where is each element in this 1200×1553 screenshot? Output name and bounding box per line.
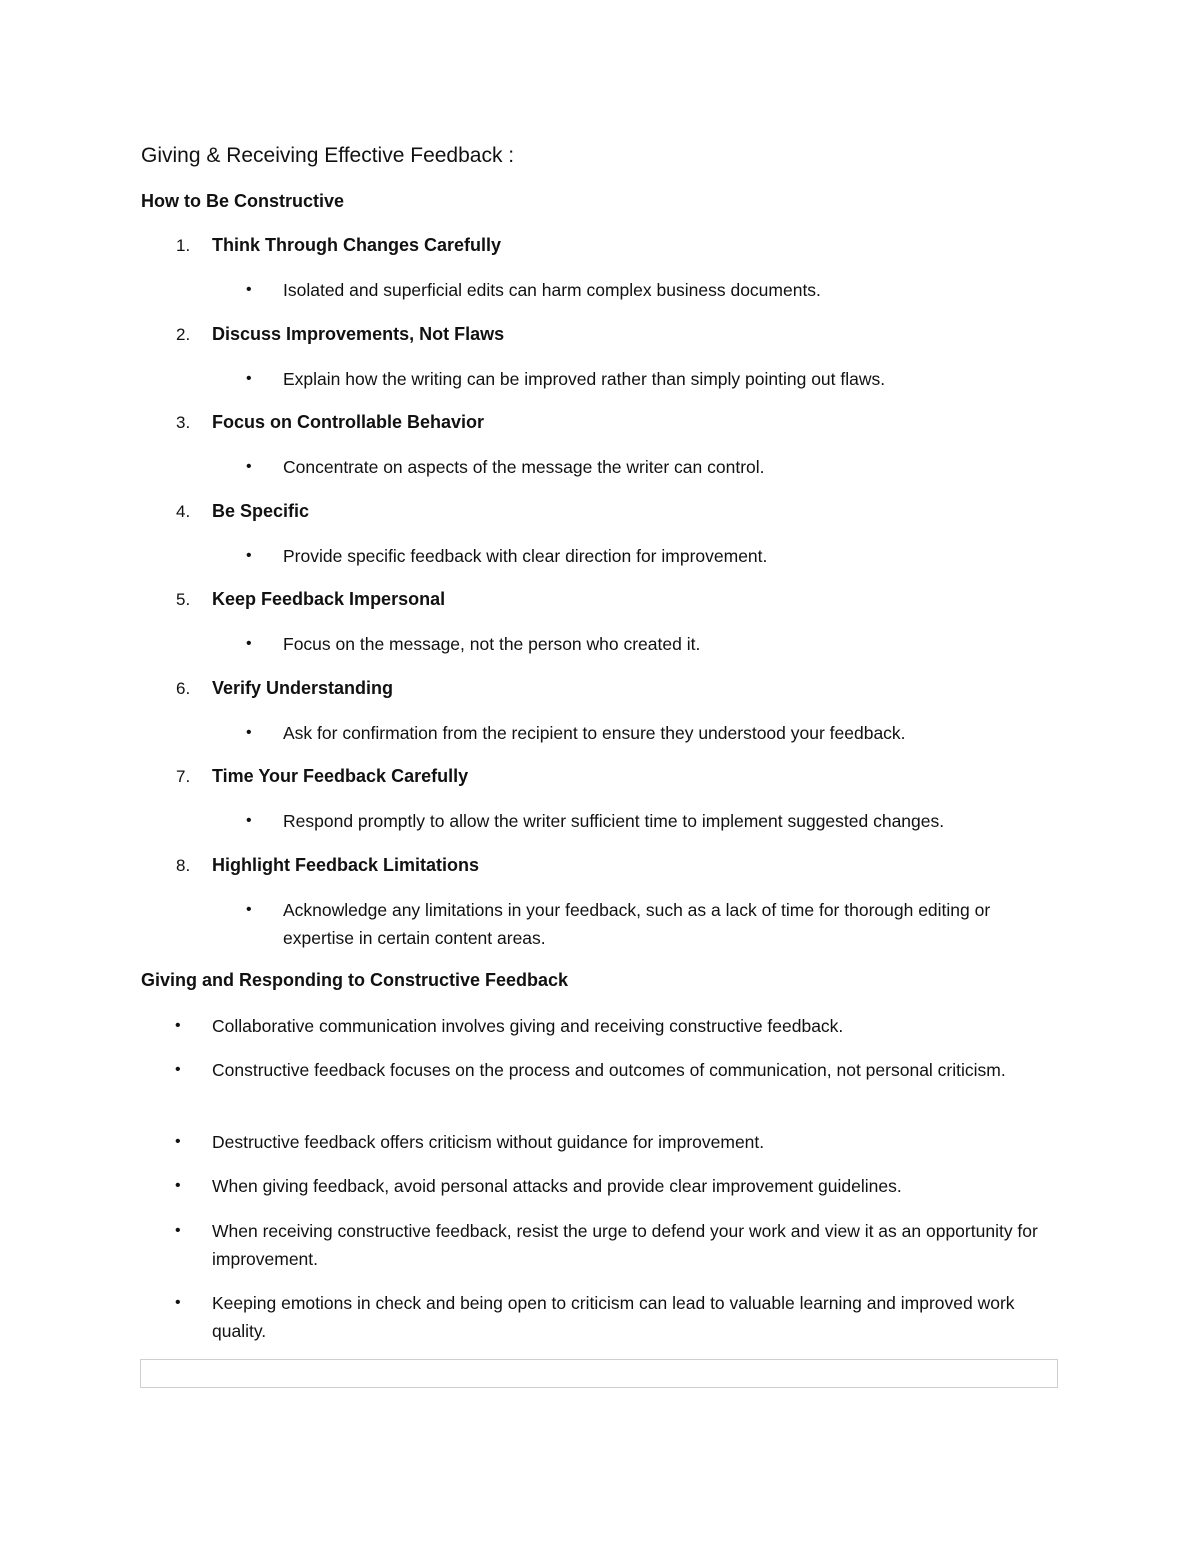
list-item-text: Collaborative communication involves giving and receiving constructive feedback. bbox=[212, 1016, 844, 1036]
item-title: Be Specific bbox=[212, 501, 310, 521]
item-title: Discuss Improvements, Not Flaws bbox=[212, 324, 505, 344]
empty-table-cell bbox=[140, 1359, 1058, 1388]
bullet-icon: • bbox=[246, 635, 252, 652]
item-bullet-text: Focus on the message, not the person who created it. bbox=[283, 634, 701, 654]
list-item-text: Constructive feedback focuses on the process and outcomes of communication, not personal criticism. bbox=[212, 1060, 1006, 1080]
bullet-icon: • bbox=[175, 1177, 181, 1194]
item-title: Verify Understanding bbox=[212, 678, 394, 698]
item-bullet-text: Isolated and superficial edits can harm complex business documents. bbox=[283, 280, 821, 300]
section-heading-constructive: How to Be Constructive bbox=[141, 191, 345, 211]
bullet-icon: • bbox=[175, 1061, 181, 1078]
item-number: 8. bbox=[176, 856, 191, 875]
section-heading-responding: Giving and Responding to Constructive Feedback bbox=[141, 970, 569, 990]
item-number: 3. bbox=[176, 413, 191, 432]
bullet-icon: • bbox=[246, 812, 252, 829]
item-title: Time Your Feedback Carefully bbox=[212, 766, 469, 786]
item-title: Highlight Feedback Limitations bbox=[212, 855, 480, 875]
item-bullet-text: Concentrate on aspects of the message the writer can control. bbox=[283, 457, 765, 477]
bullet-icon: • bbox=[175, 1294, 181, 1311]
item-number: 1. bbox=[176, 236, 191, 255]
item-bullet-text: Respond promptly to allow the writer sufficient time to implement suggested changes. bbox=[283, 811, 945, 831]
bullet-icon: • bbox=[246, 901, 252, 918]
bullet-icon: • bbox=[246, 281, 252, 298]
item-number: 6. bbox=[176, 679, 191, 698]
bullet-icon: • bbox=[175, 1222, 181, 1239]
item-bullet-text: Explain how the writing can be improved rather than simply pointing out flaws. bbox=[283, 369, 886, 389]
item-number: 4. bbox=[176, 502, 191, 521]
item-bullet-text: Provide specific feedback with clear direction for improvement. bbox=[283, 546, 768, 566]
item-bullet-text: Acknowledge any limitations in your feedback, such as a lack of time for thorough editing or expertise in certain content areas. bbox=[283, 900, 991, 948]
list-item-text: Keeping emotions in check and being open to criticism can lead to valuable learning and improved work quality. bbox=[212, 1293, 1015, 1341]
list-item-text: When receiving constructive feedback, resist the urge to defend your work and view it as an opportunity for improvement. bbox=[212, 1221, 1038, 1269]
item-number: 2. bbox=[176, 325, 191, 344]
bullet-icon: • bbox=[175, 1017, 181, 1034]
bullet-icon: • bbox=[246, 547, 252, 564]
item-title: Think Through Changes Carefully bbox=[212, 235, 502, 255]
bullet-icon: • bbox=[246, 724, 252, 741]
item-number: 7. bbox=[176, 767, 191, 786]
list-item-text: When giving feedback, avoid personal attacks and provide clear improvement guidelines. bbox=[212, 1176, 902, 1196]
bullet-icon: • bbox=[246, 370, 252, 387]
bullet-icon: • bbox=[175, 1133, 181, 1150]
item-bullet-text: Ask for confirmation from the recipient to ensure they understood your feedback. bbox=[283, 723, 906, 743]
item-title: Focus on Controllable Behavior bbox=[212, 412, 485, 432]
list-item-text: Destructive feedback offers criticism without guidance for improvement. bbox=[212, 1132, 765, 1152]
page-title: Giving & Receiving Effective Feedback : bbox=[141, 144, 515, 167]
item-title: Keep Feedback Impersonal bbox=[212, 589, 446, 609]
bullet-icon: • bbox=[246, 458, 252, 475]
item-number: 5. bbox=[176, 590, 191, 609]
